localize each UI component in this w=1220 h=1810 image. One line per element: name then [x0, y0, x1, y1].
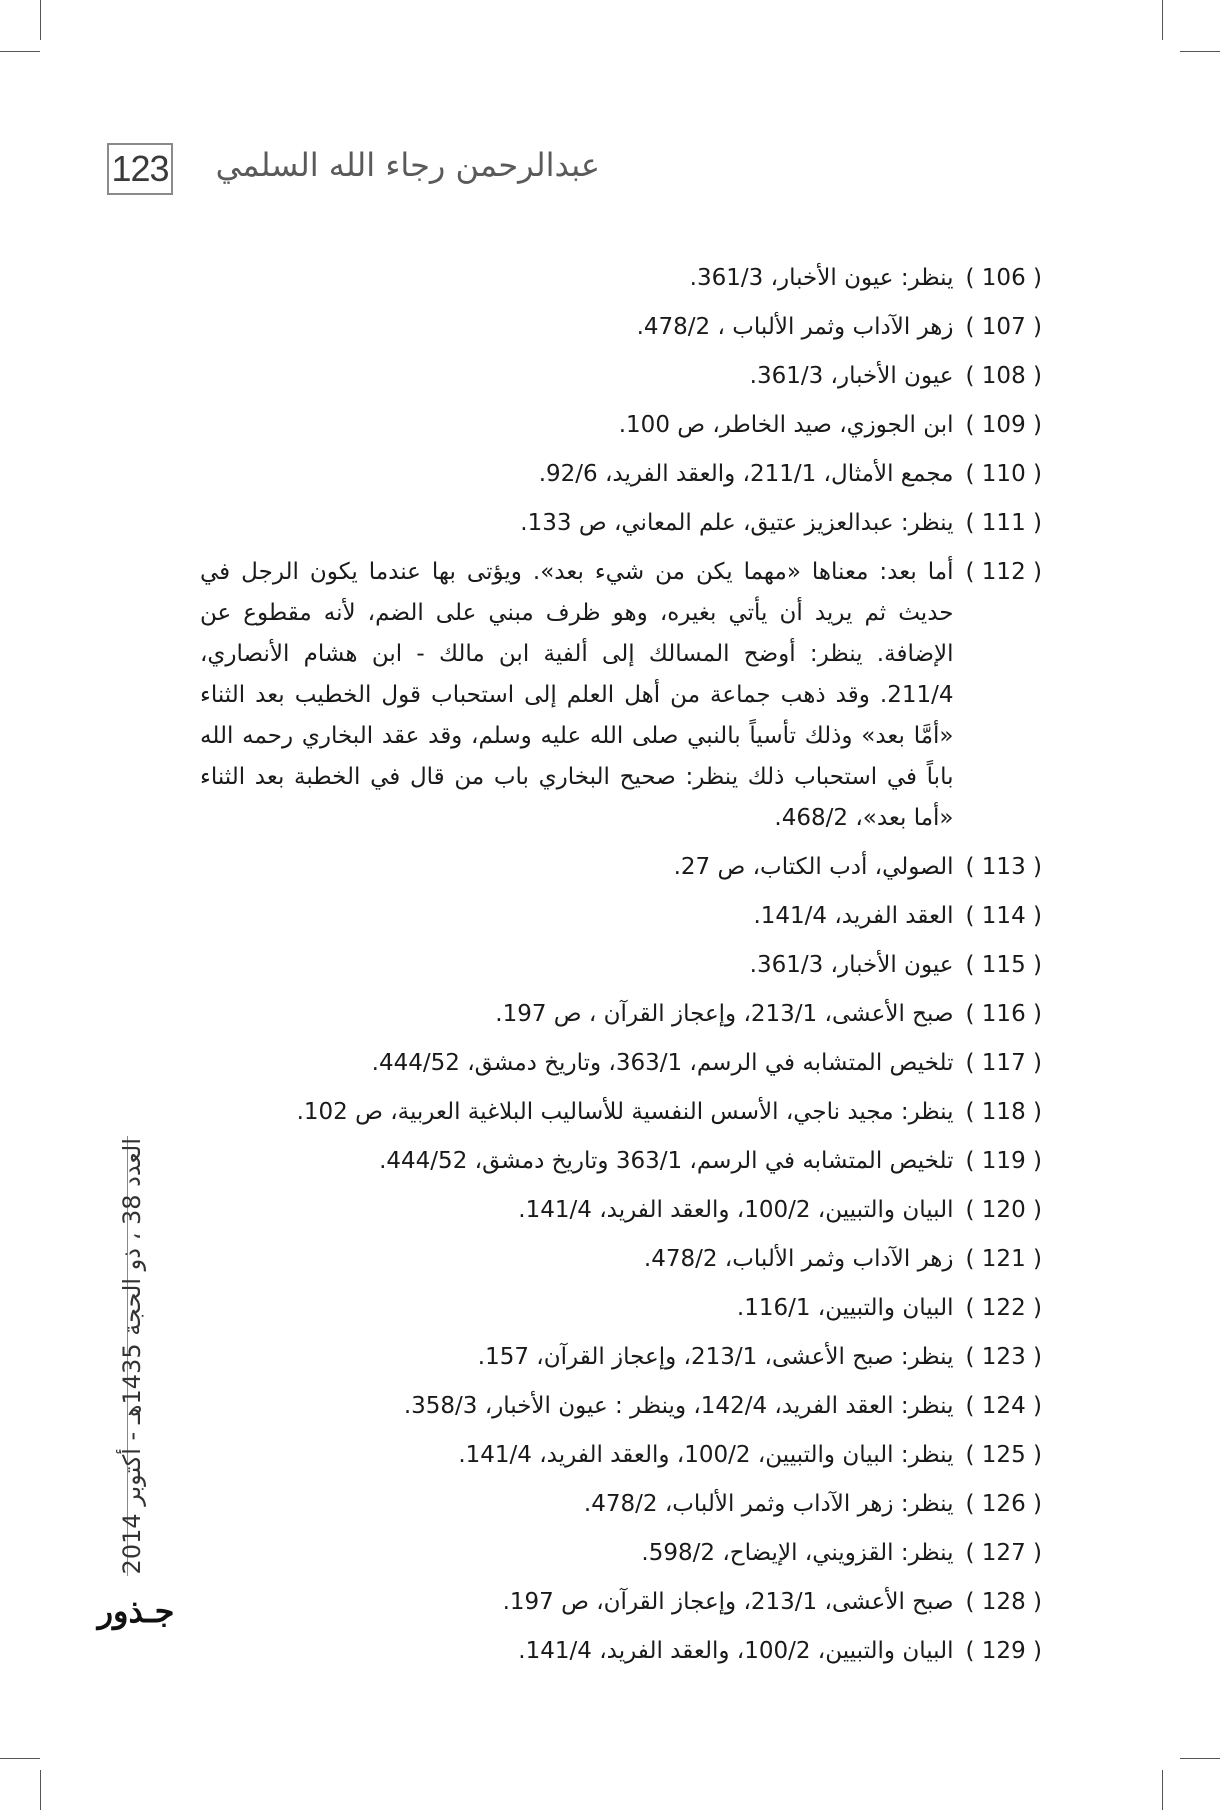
journal-issue-text: العدد 38 ، ذو الحجة 1435هـ - أكتوبر 2014	[118, 1138, 146, 1575]
footnote-text: ينظر: زهر الآداب وثمر الألباب، 478/2.	[583, 1491, 954, 1517]
footnote-text: مجمع الأمثال، 211/1، والعقد الفريد، 92/6.	[538, 461, 954, 487]
footnote-item	[200, 1533, 1042, 1574]
footnote-number: ( 125 )	[965, 1442, 1042, 1468]
footnote-number: ( 129 )	[965, 1638, 1042, 1664]
footnote-number: ( 127 )	[965, 1540, 1042, 1566]
footnote-item	[200, 1631, 1042, 1672]
footnote-item	[200, 503, 1042, 544]
footnote-item	[200, 1092, 1042, 1133]
footnote-item	[200, 258, 1042, 299]
footnote-text: أما بعد: معناها «مهما يكن من شيء بعد». ويؤتى بها عندما يكون الرجل في حديث ثم يريد أن يأتي بغيره، وهو ظرف مبني على الضم، لأنه مقطوع عن الإضافة. ينظر: أوضح المسالك إلى ألفية ابن مالك - ابن هشام الأنصاري، 211/4. وقد ذهب جماعة من أهل العلم إلى استحباب قول الخطيب بعد الثناء «أمَّا بعد» وذلك تأسياً بالنبي صلى الله عليه وسلم، وقد عقد البخاري رحمه الله باباً في استحباب ذلك ينظر: صحيح البخاري باب من قال في الخطبة بعد الثناء «أما بعد»، 468/2.	[200, 559, 954, 831]
footnote-number: ( 115 )	[965, 952, 1042, 978]
footnote-number: ( 110 )	[965, 461, 1042, 487]
footnote-text: ينظر: عبدالعزيز عتيق، علم المعاني، ص 133.	[520, 510, 954, 536]
footnote-text: البيان والتبيين، 100/2، والعقد الفريد، 141/4.	[518, 1197, 954, 1223]
footnote-item	[200, 1239, 1042, 1280]
footnote-number: ( 111 )	[965, 510, 1042, 536]
footnote-number: ( 121 )	[965, 1246, 1042, 1272]
footnote-text: البيان والتبيين، 100/2، والعقد الفريد، 141/4.	[518, 1638, 954, 1664]
crop-mark	[0, 1758, 40, 1759]
crop-mark	[40, 0, 41, 40]
footnote-number: ( 118 )	[965, 1099, 1042, 1125]
footnote-number: ( 128 )	[965, 1589, 1042, 1615]
page-number: 123	[107, 143, 173, 195]
footnote-text: تلخيص المتشابه في الرسم، 363/1، وتاريخ دمشق، 444/52.	[371, 1050, 954, 1076]
footnote-number: ( 117 )	[965, 1050, 1042, 1076]
footnote-item	[200, 356, 1042, 397]
footnote-number: ( 124 )	[965, 1393, 1042, 1419]
footnote-number: ( 122 )	[965, 1295, 1042, 1321]
footnote-text: ابن الجوزي، صيد الخاطر، ص 100.	[618, 412, 954, 438]
footnote-text: عيون الأخبار، 361/3.	[749, 952, 954, 978]
footnote-item	[200, 896, 1042, 937]
footnote-item	[200, 552, 1042, 839]
footnote-item	[200, 1288, 1042, 1329]
footnote-number: ( 113 )	[965, 854, 1042, 880]
footnote-number: ( 116 )	[965, 1001, 1042, 1027]
footnote-number: ( 126 )	[965, 1491, 1042, 1517]
crop-mark	[1162, 0, 1163, 40]
footnote-text: ينظر: البيان والتبيين، 100/2، والعقد الفريد، 141/4.	[458, 1442, 954, 1468]
crop-mark	[1180, 1758, 1220, 1759]
footnote-number: ( 114 )	[965, 903, 1042, 929]
footnote-item	[200, 454, 1042, 495]
footnote-item	[200, 1141, 1042, 1182]
footnote-number: ( 109 )	[965, 412, 1042, 438]
footnote-text: صبح الأعشى، 213/1، وإعجاز القرآن، ص 197.	[502, 1589, 954, 1615]
crop-mark	[1180, 51, 1220, 52]
crop-mark	[40, 1770, 41, 1810]
footnote-item	[200, 1484, 1042, 1525]
footnote-item	[200, 1337, 1042, 1378]
footnote-text: البيان والتبيين، 116/1.	[736, 1295, 954, 1321]
footnote-text: ينظر: صبح الأعشى، 213/1، وإعجاز القرآن، 157.	[477, 1344, 954, 1370]
footnote-item	[200, 405, 1042, 446]
footnote-item	[200, 1190, 1042, 1231]
footnote-number: ( 108 )	[965, 363, 1042, 389]
running-head-author: عبدالرحمن رجاء الله السلمي	[215, 146, 600, 184]
footnote-text: ينظر: القزويني، الإيضاح، 598/2.	[641, 1540, 954, 1566]
footnote-text: صبح الأعشى، 213/1، وإعجاز القرآن ، ص 197.	[495, 1001, 954, 1027]
footnote-item	[200, 1582, 1042, 1623]
footnote-text: عيون الأخبار، 361/3.	[749, 363, 954, 389]
footnote-item	[200, 1386, 1042, 1427]
footnote-text: ينظر: عيون الأخبار، 361/3.	[689, 265, 954, 291]
footnote-text: ينظر: العقد الفريد، 142/4، وينظر : عيون الأخبار، 358/3.	[403, 1393, 954, 1419]
journal-logo: جـذور	[97, 1592, 175, 1630]
footnote-number: ( 106 )	[965, 265, 1042, 291]
footnote-text: العقد الفريد، 141/4.	[753, 903, 954, 929]
footnote-number: ( 112 )	[965, 559, 1042, 585]
footnote-text: زهر الآداب وثمر الألباب، 478/2.	[643, 1246, 954, 1272]
footnote-item	[200, 994, 1042, 1035]
footnote-item	[200, 1435, 1042, 1476]
footnote-item	[200, 847, 1042, 888]
footnotes-list	[200, 258, 1042, 1680]
footnote-item	[200, 307, 1042, 348]
footnote-item	[200, 1043, 1042, 1084]
footnote-number: ( 119 )	[965, 1148, 1042, 1174]
footnote-text: تلخيص المتشابه في الرسم، 363/1 وتاريخ دمشق، 444/52.	[379, 1148, 954, 1174]
footnote-text: الصولي، أدب الكتاب، ص 27.	[673, 854, 954, 880]
footnote-number: ( 107 )	[965, 314, 1042, 340]
footnote-text: زهر الآداب وثمر الألباب ، 478/2.	[636, 314, 954, 340]
footnote-item	[200, 945, 1042, 986]
footnote-number: ( 123 )	[965, 1344, 1042, 1370]
crop-mark	[0, 51, 40, 52]
crop-mark	[1162, 1770, 1163, 1810]
footnote-number: ( 120 )	[965, 1197, 1042, 1223]
footnote-text: ينظر: مجيد ناجي، الأسس النفسية للأساليب البلاغية العربية، ص 102.	[296, 1099, 954, 1125]
